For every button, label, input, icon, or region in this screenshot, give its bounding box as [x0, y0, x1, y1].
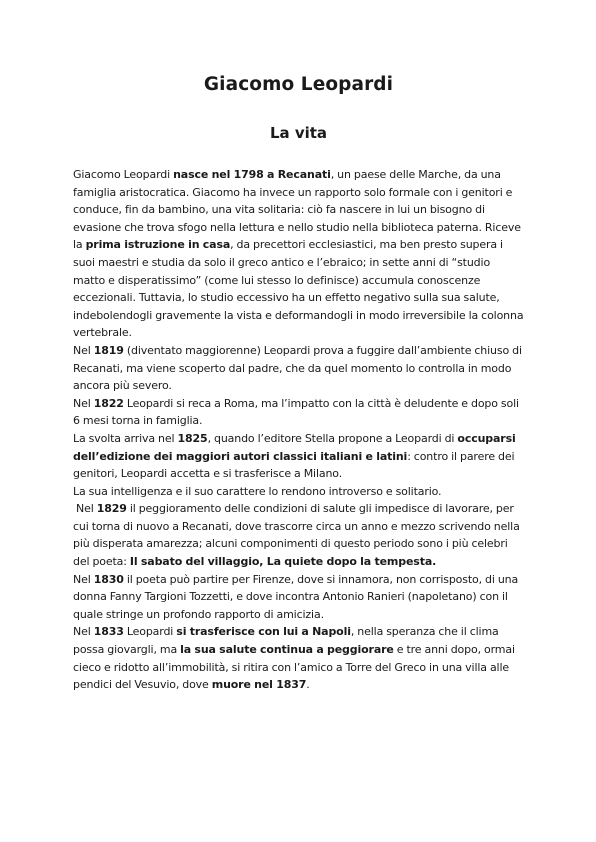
text-run: Nel — [76, 502, 97, 516]
paragraph — [73, 500, 524, 570]
bold-text: la sua salute continua a peggiorare — [180, 643, 394, 657]
text-run: , quando l’editore Stella propone a Leopardi di — [207, 431, 458, 445]
section-heading: La vita — [269, 124, 328, 142]
paragraph — [73, 571, 524, 624]
bold-text: 1833 — [93, 625, 124, 639]
bold-text: 1819 — [93, 343, 124, 357]
text-run: La sua intelligenza e il suo carattere lo rendono introverso e solitario. — [73, 484, 442, 498]
bold-text: si trasferisce con lui a Napoli — [176, 625, 351, 639]
body-text — [73, 166, 524, 694]
paragraph — [73, 342, 524, 395]
text-run: , un paese delle Marche, da una famiglia aristocratica. Giacomo ha invece un rapporto solo formale con i genitori e conduce, fin da bambino, una vita solitaria: ciò fa nascere in lui un bisogno di evasione che trova sfogo nella lettura e nello studio nella biblioteca paterna. Riceve la — [73, 168, 521, 252]
bold-text: nasce nel 1798 a Recanati — [173, 168, 331, 181]
bold-text: occuparsi dell’edizione dei maggiori autori classici italiani e latini — [73, 431, 516, 463]
text-run: Nel — [73, 572, 94, 586]
text-run: : contro il parere dei genitori, Leopardi accetta e si trasferisce a Milano. — [73, 449, 515, 481]
text-run: (diventato maggiorenne) Leopardi prova a fuggire dall’ambiente chiuso di Recanati, ma viene scoperto dal padre, che da quel momento lo controlla in modo ancora più severo. — [73, 343, 522, 393]
bold-text: 1829 — [96, 502, 127, 516]
text-run: . — [306, 678, 310, 692]
text-run: Nel — [73, 396, 94, 410]
text-run: , nella speranza che il clima possa giovargli, ma — [73, 625, 499, 657]
bold-text: Il sabato del villaggio, La quiete dopo la tempesta. — [129, 555, 437, 569]
bold-text: muore nel 1837 — [211, 678, 307, 692]
paragraph — [73, 395, 524, 430]
text-run: il poeta può partire per Firenze, dove si innamora, non corrisposto, di una donna Fanny Targioni Tozzetti, e dove incontra Antonio Ranieri (napoletano) con il quale stringe un profondo rapporto di amicizia. — [73, 572, 519, 621]
paragraph — [73, 166, 524, 342]
text-run: Nel — [73, 343, 94, 357]
text-run: Giacomo Leopardi — [73, 168, 174, 181]
text-run: , da precettori ecclesiastici, ma ben presto supera i suoi maestri e studia da solo il greco antico e l’ebraico; in sette anni di “studio matto e disperatissimo” (come lui stesso lo definisce) accumula conoscenze eccezionali. Tuttavia, lo studio eccessivo ha un effetto negativo sulla sua salute, indebolendogli gravemente la vista e deformandogli in modo irreversibile la colonna vertebrale. — [73, 238, 524, 340]
text-run: e tre anni dopo, ormai cieco e ridotto all’immobilità, si ritira con l’amico a Torre del Greco in una villa alle pendici del Vesuvio, dove — [73, 643, 515, 692]
paragraph — [73, 623, 524, 693]
bold-text: 1822 — [93, 396, 124, 410]
bold-text: prima istruzione in casa — [85, 238, 231, 252]
paragraph — [73, 430, 524, 483]
text-run: Leopardi — [123, 625, 177, 639]
text-run: Nel — [73, 625, 94, 639]
text-run: La svolta arriva nel — [73, 431, 178, 445]
bold-text: 1830 — [93, 572, 124, 586]
bold-text: 1825 — [177, 431, 208, 445]
text-run: il peggioramento delle condizioni di salute gli impedisce di lavorare, per cui torna di nuovo a Recanati, dove trascorre circa un anno e mezzo scrivendo nella più disperata amarezza; alcuni componimenti di questo periodo sono i più celebri del poeta: — [73, 502, 520, 569]
paragraph — [73, 483, 524, 501]
document-title: Giacomo Leopardi — [203, 74, 394, 95]
text-run: Leopardi si reca a Roma, ma l’impatto con la città è deludente e dopo soli 6 mesi torna in famiglia. — [73, 396, 519, 428]
